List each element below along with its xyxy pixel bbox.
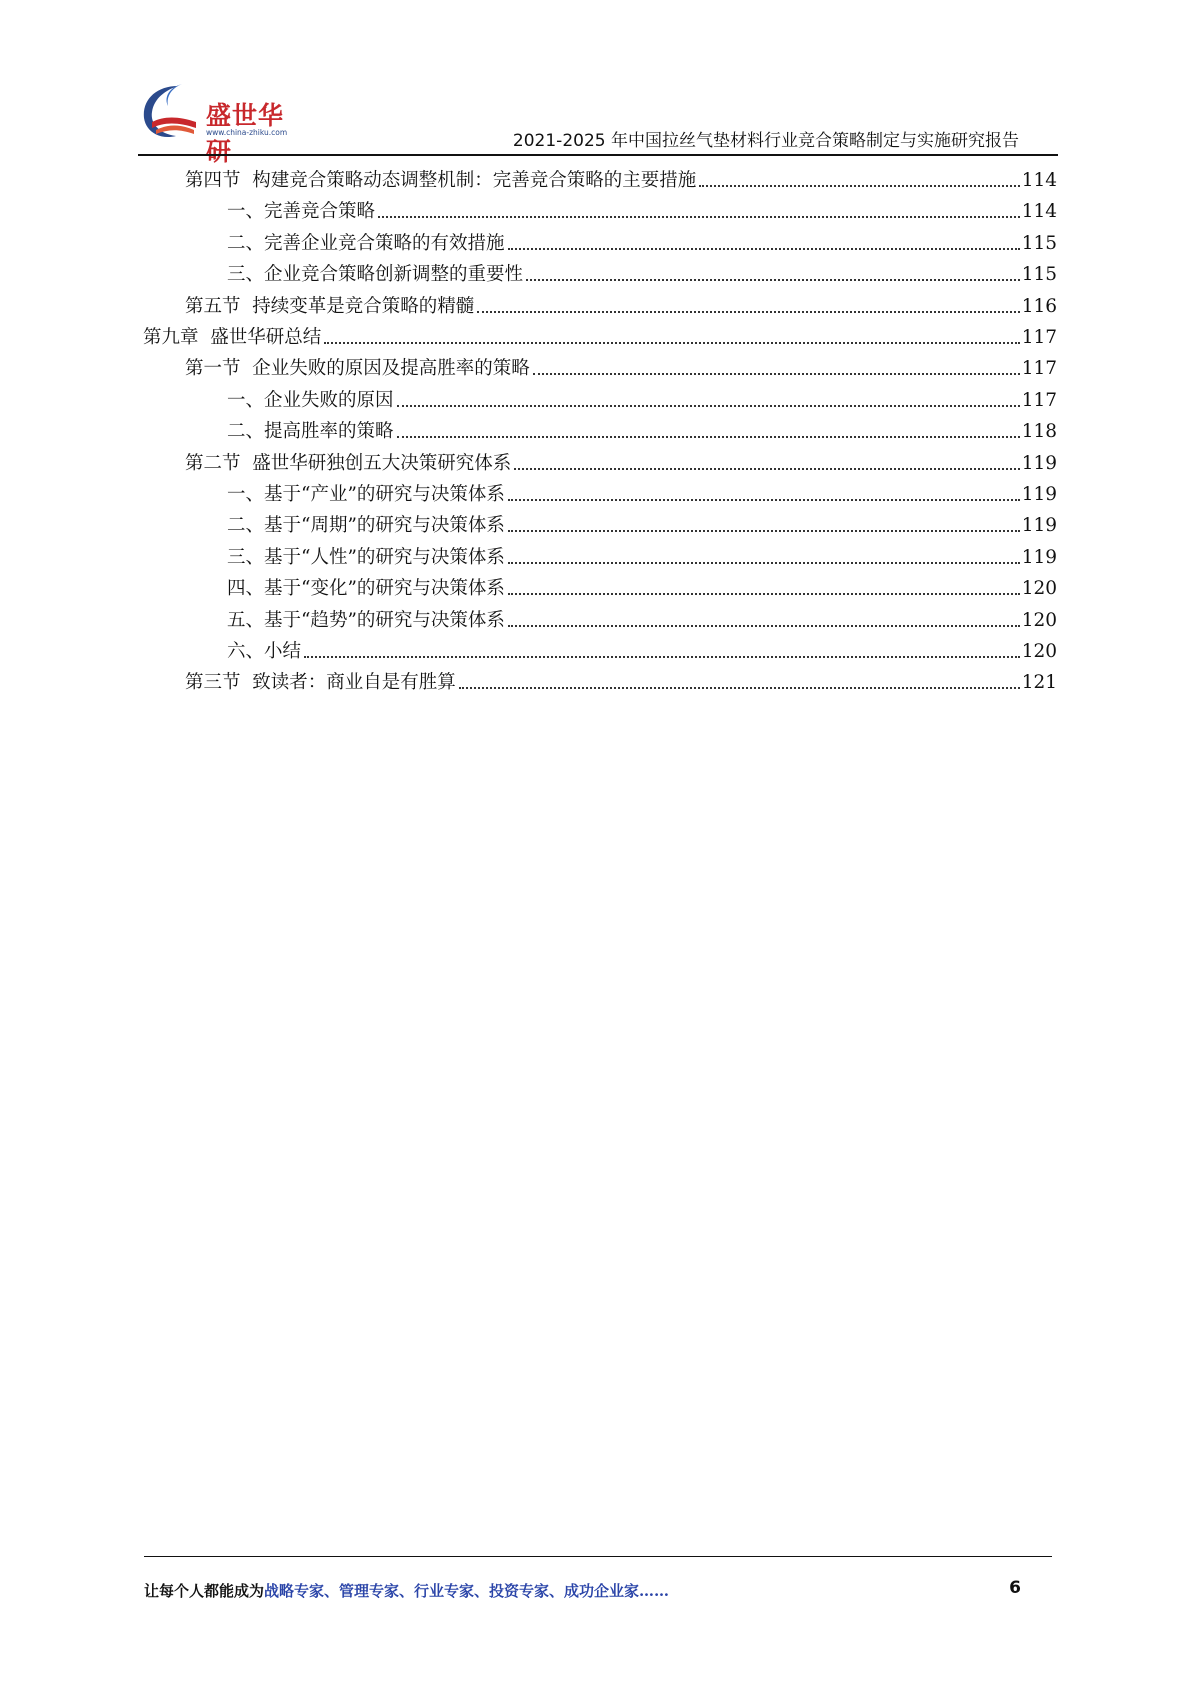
toc-entry-title: 六、小结 [227, 641, 302, 662]
footer-slogan-prefix: 让每个人都能成为 [144, 1582, 265, 1600]
toc-entry[interactable] [227, 193, 1057, 223]
header-divider [138, 154, 1058, 156]
toc-entry-title: 第二节 盛世华研独创五大决策研究体系 [185, 452, 512, 474]
toc-entry-title: 二、基于“周期”的研究与决策体系 [227, 515, 505, 537]
toc-dot-leader [699, 185, 1019, 187]
toc-entry-title: 一、基于“产业”的研究与决策体系 [227, 484, 505, 505]
logo-text: 盛世华研 [206, 101, 285, 166]
toc-dot-leader [533, 373, 1020, 375]
toc-entry-page: 119 [1021, 546, 1057, 568]
toc-entry-title: 二、提高胜率的策略 [227, 421, 394, 443]
toc-entry[interactable] [227, 413, 1057, 443]
toc-dot-leader [397, 405, 1020, 407]
toc-entry[interactable] [185, 162, 1057, 192]
toc-entry-page: 120 [1021, 609, 1057, 631]
toc-entry[interactable] [227, 633, 1057, 663]
toc-dot-leader [459, 687, 1020, 689]
toc-entry-title: 第四节 构建竞合策略动态调整机制：完善竞合策略的主要措施 [185, 170, 697, 191]
logo-url: www.china-zhiku.com [206, 128, 288, 137]
report-title: 2021-2025 年中国拉丝气垫材料行业竞合策略制定与实施研究报告 [512, 131, 1019, 151]
toc-dot-leader [324, 342, 1019, 344]
toc-entry-page: 117 [1021, 327, 1057, 348]
toc-entry[interactable] [185, 288, 1057, 318]
toc-dot-leader [508, 530, 1020, 532]
toc-entry-page: 115 [1021, 264, 1057, 286]
toc-dot-leader [514, 468, 1019, 470]
toc-dot-leader [397, 436, 1020, 438]
toc-entry[interactable] [227, 382, 1057, 412]
toc-dot-leader [508, 248, 1020, 250]
toc-entry-page: 117 [1021, 389, 1057, 411]
toc-entry[interactable] [185, 664, 1057, 694]
toc-entry[interactable] [185, 350, 1057, 380]
toc-entry-page: 114 [1021, 170, 1057, 191]
company-logo [138, 82, 308, 166]
toc-dot-leader [508, 499, 1020, 501]
toc-dot-leader [508, 562, 1020, 564]
toc-entry-page: 114 [1021, 201, 1057, 223]
toc-entry[interactable] [227, 507, 1057, 537]
toc-entry-page: 119 [1021, 452, 1057, 474]
toc-entry-title: 一、完善竞合策略 [227, 201, 376, 223]
footer-divider [144, 1556, 1052, 1557]
toc-entry-page: 121 [1021, 672, 1057, 694]
toc-entry[interactable] [227, 476, 1057, 506]
footer-slogan-emphasis: 战略专家、管理专家、行业专家、投资专家、成功企业家…… [264, 1582, 670, 1600]
toc-entry-title: 三、基于“人性”的研究与决策体系 [227, 546, 505, 568]
toc-entry[interactable] [227, 256, 1057, 286]
toc-entry-page: 116 [1021, 295, 1057, 317]
toc-entry[interactable] [227, 539, 1057, 569]
toc-entry-title: 第五节 持续变革是竞合策略的精髓 [185, 295, 475, 317]
page-number: 6 [1009, 1578, 1021, 1598]
toc-entry-page: 119 [1021, 515, 1057, 537]
toc-entry-title: 第一节 企业失败的原因及提高胜率的策略 [185, 358, 530, 380]
toc-entry[interactable] [227, 570, 1057, 600]
toc-entry-title: 二、完善企业竞合策略的有效措施 [227, 232, 505, 254]
toc-dot-leader [508, 625, 1020, 627]
toc-entry[interactable] [143, 319, 1057, 349]
toc-entry-title: 四、基于“变化”的研究与决策体系 [227, 578, 505, 600]
toc-entry-page: 118 [1021, 421, 1057, 443]
toc-entry-page: 117 [1021, 358, 1057, 380]
toc-entry-title: 第九章 盛世华研总结 [143, 327, 322, 348]
toc-entry-title: 五、基于“趋势”的研究与决策体系 [227, 609, 505, 631]
toc-entry-title: 一、企业失败的原因 [227, 389, 394, 411]
toc-dot-leader [508, 593, 1020, 595]
toc-entry-page: 120 [1021, 578, 1057, 600]
toc-entry[interactable] [227, 602, 1057, 632]
toc-entry-title: 三、企业竞合策略创新调整的重要性 [227, 264, 524, 286]
toc-dot-leader [526, 279, 1020, 281]
toc-dot-leader [304, 656, 1020, 658]
toc-entry-title: 第三节 致读者：商业自是有胜算 [185, 672, 456, 694]
logo-swoosh-icon [138, 82, 208, 142]
toc-entry-page: 115 [1021, 232, 1057, 254]
footer-slogan [144, 1580, 669, 1601]
toc-dot-leader [378, 216, 1020, 218]
toc-entry[interactable] [185, 445, 1057, 475]
toc-dot-leader [477, 311, 1019, 313]
toc-entry-page: 120 [1021, 641, 1057, 662]
toc-entry-page: 119 [1021, 484, 1057, 505]
toc-entry[interactable] [227, 225, 1057, 255]
